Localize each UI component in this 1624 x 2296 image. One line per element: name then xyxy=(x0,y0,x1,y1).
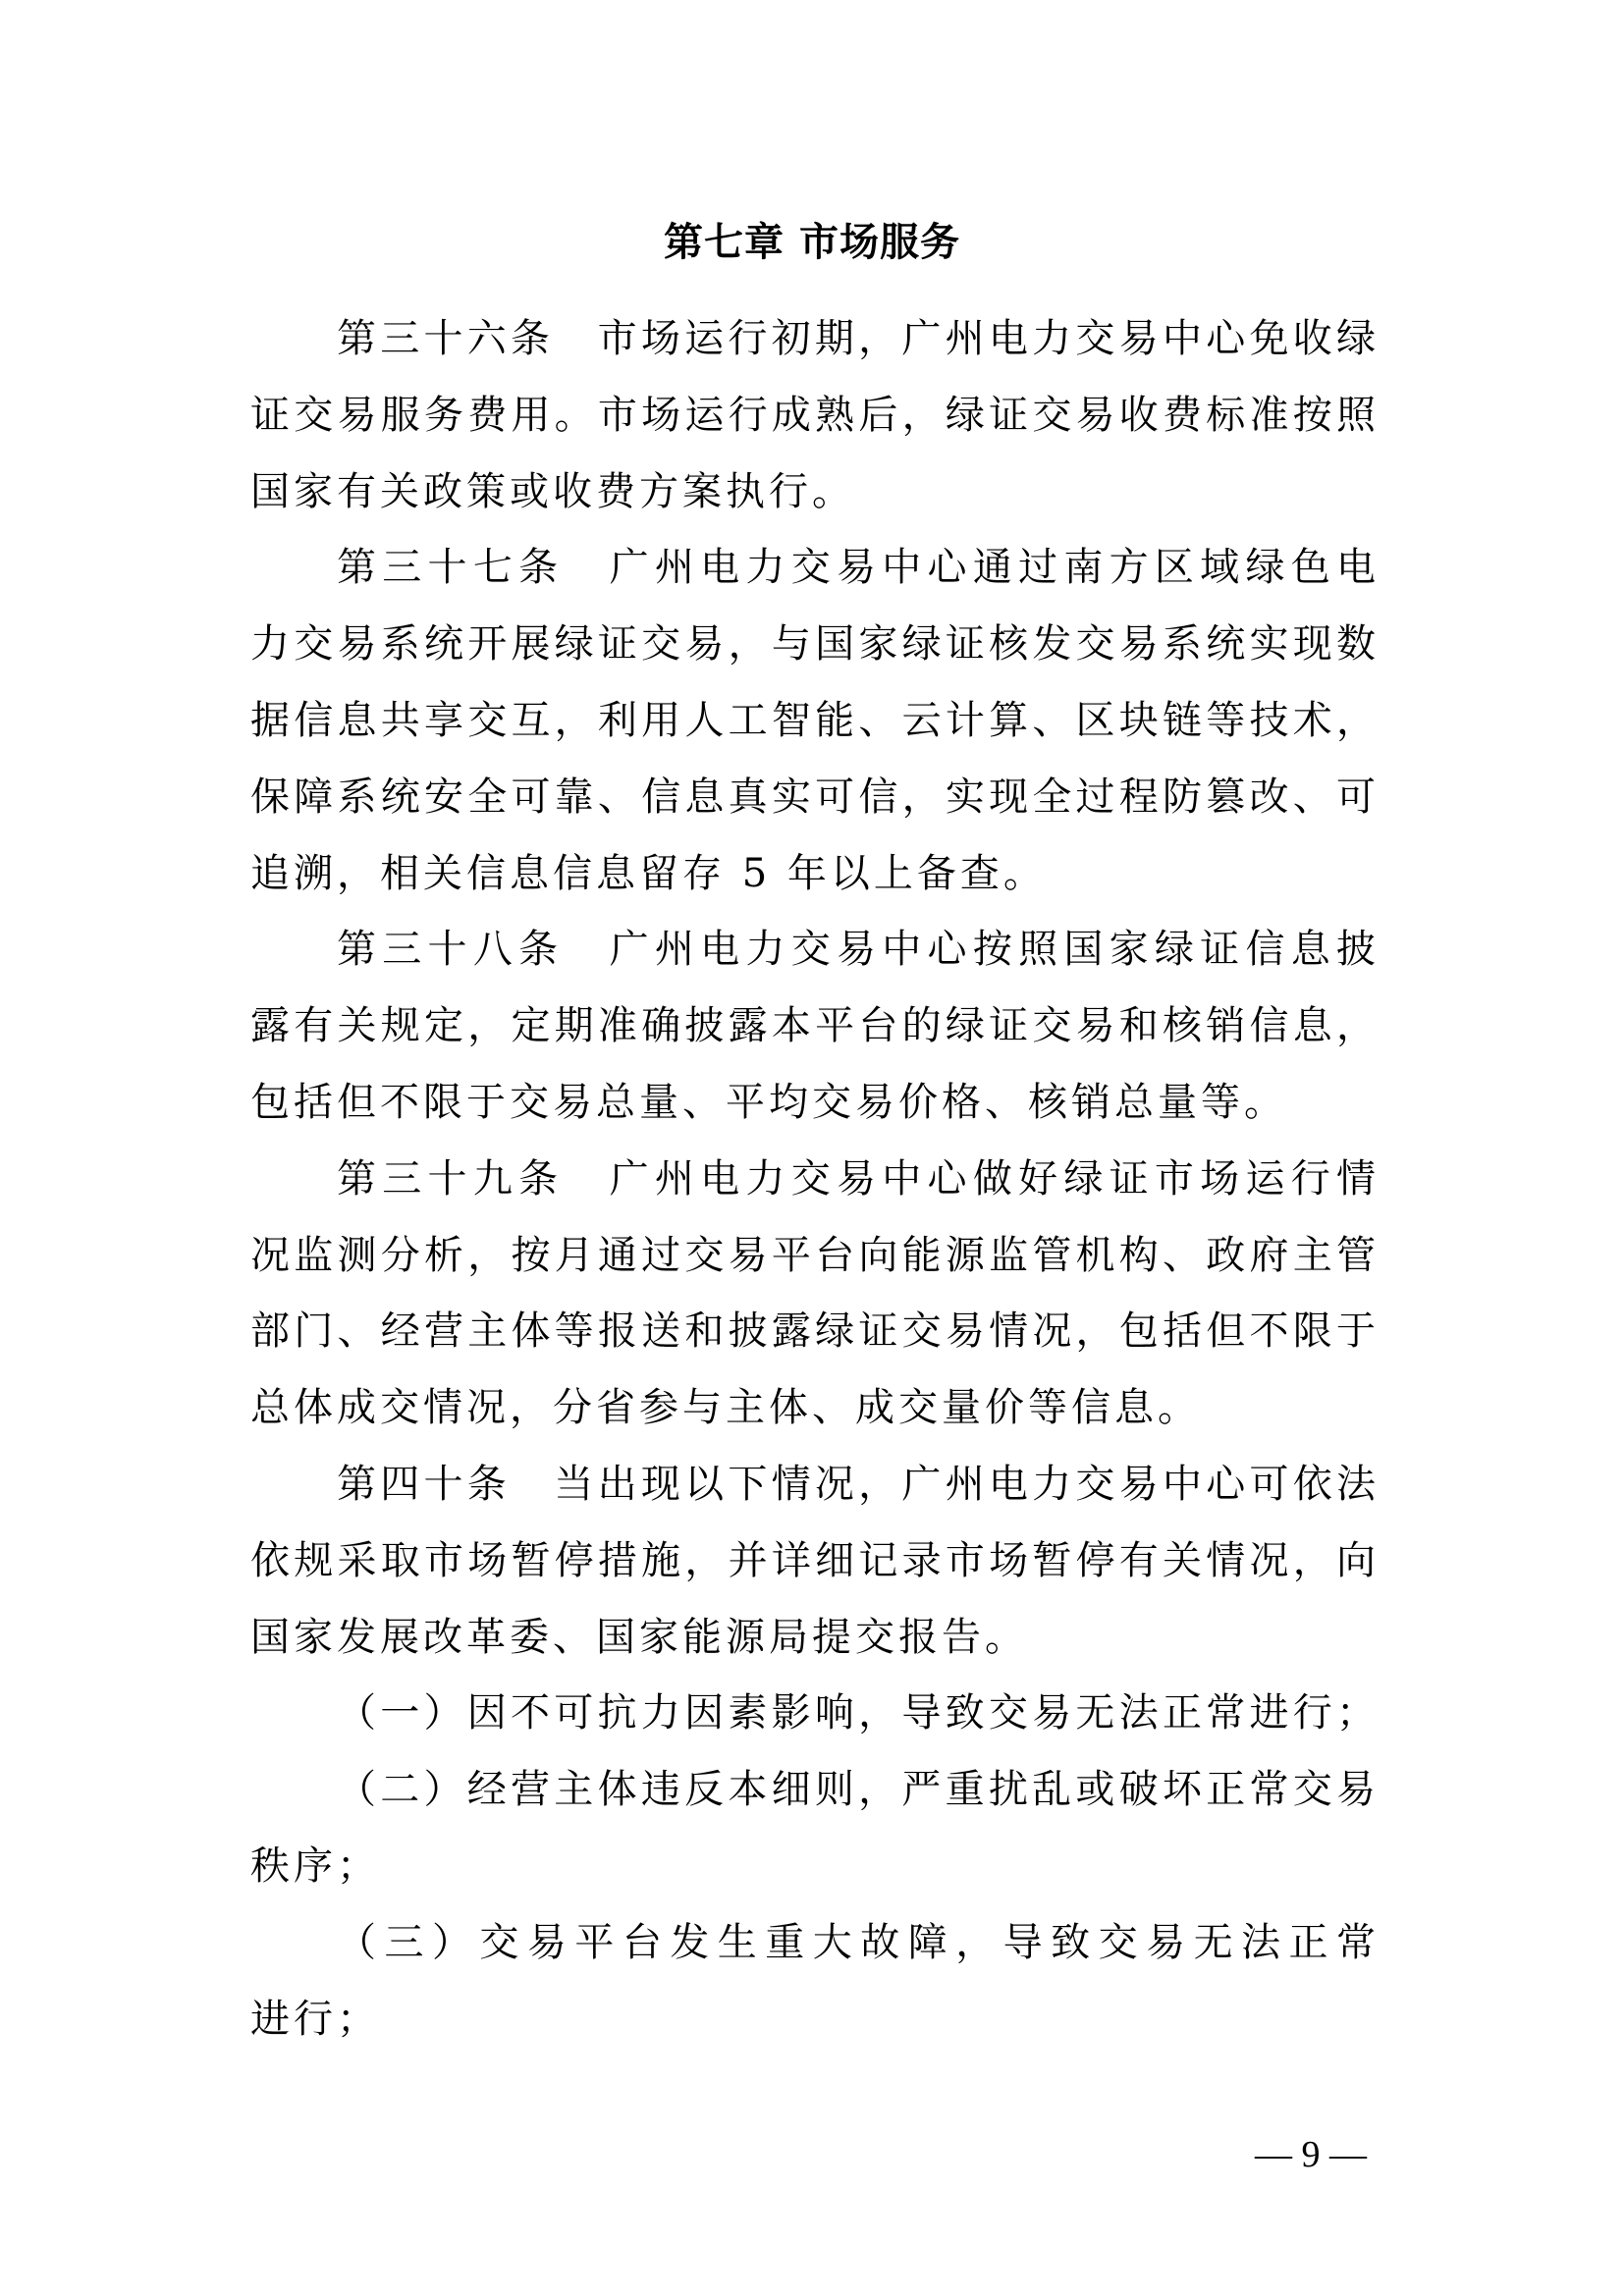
article-40-item-2-line-1: （二）经营主体违反本细则，严重扰乱或破坏正常交易 xyxy=(337,1767,1376,1813)
article-40-item-3-line-1: （三）交易平台发生重大故障，导致交易无法正常 xyxy=(337,1919,1376,1965)
article-36-line-1: 第三十六条 市场运行初期，广州电力交易中心免收绿 xyxy=(337,316,1376,361)
article-40-line-1: 第四十条 当出现以下情况，广州电力交易中心可依法 xyxy=(337,1461,1376,1507)
article-38-line-1: 第三十八条 广州电力交易中心按照国家绿证信息披 xyxy=(337,927,1376,973)
article-38 xyxy=(250,912,1376,1141)
article-37-line-1: 第三十七条 广州电力交易中心通过南方区域绿色电 xyxy=(337,545,1376,591)
article-40-item-2 xyxy=(250,1752,1376,1905)
article-37 xyxy=(250,530,1376,912)
article-37-line-5: 追溯，相关信息信息留存 5 年以上备查。 xyxy=(250,850,1047,896)
article-36-line-2: 证交易服务费用。市场运行成熟后，绿证交易收费标准按照 xyxy=(250,392,1376,438)
article-40-item-3-line-2: 进行； xyxy=(250,1996,380,2042)
article-40-item-2-line-2: 秩序； xyxy=(250,1842,380,1889)
article-37-line-2: 力交易系统开展绿证交易，与国家绿证核发交易系统实现数 xyxy=(250,621,1376,667)
article-39-line-2: 况监测分析，按月通过交易平台向能源监管机构、政府主管 xyxy=(250,1232,1376,1278)
article-38-line-2: 露有关规定，定期准确披露本平台的绿证交易和核销信息， xyxy=(250,1003,1376,1049)
article-40-item-3 xyxy=(250,1905,1376,2058)
article-37-line-4: 保障系统安全可靠、信息真实可信，实现全过程防篡改、可 xyxy=(250,774,1376,820)
article-40-line-2: 依规采取市场暂停措施，并详细记录市场暂停有关情况，向 xyxy=(250,1537,1376,1583)
article-36-line-3: 国家有关政策或收费方案执行。 xyxy=(250,468,855,514)
article-37-line-3: 据信息共享交互，利用人工智能、云计算、区块链等技术， xyxy=(250,697,1376,743)
article-39-line-3: 部门、经营主体等报送和披露绿证交易情况，包括但不限于 xyxy=(250,1308,1376,1355)
body-text xyxy=(250,301,1376,2057)
page-number: — 9 — xyxy=(1255,2134,1367,2175)
article-39-line-4: 总体成交情况，分省参与主体、成交量价等信息。 xyxy=(250,1385,1201,1431)
article-40 xyxy=(250,1447,1376,2057)
article-40-line-3: 国家发展改革委、国家能源局提交报告。 xyxy=(250,1614,1028,1660)
article-40-item-1-line-1: （一）因不可抗力因素影响，导致交易无法正常进行； xyxy=(337,1690,1376,1736)
article-40-item-1 xyxy=(250,1676,1376,1752)
article-39-line-1: 第三十九条 广州电力交易中心做好绿证市场运行情 xyxy=(337,1155,1376,1201)
article-39 xyxy=(250,1142,1376,1447)
article-36 xyxy=(250,301,1376,530)
chapter-title: 第七章 市场服务 xyxy=(664,220,960,265)
article-38-line-3: 包括但不限于交易总量、平均交易价格、核销总量等。 xyxy=(250,1079,1287,1125)
